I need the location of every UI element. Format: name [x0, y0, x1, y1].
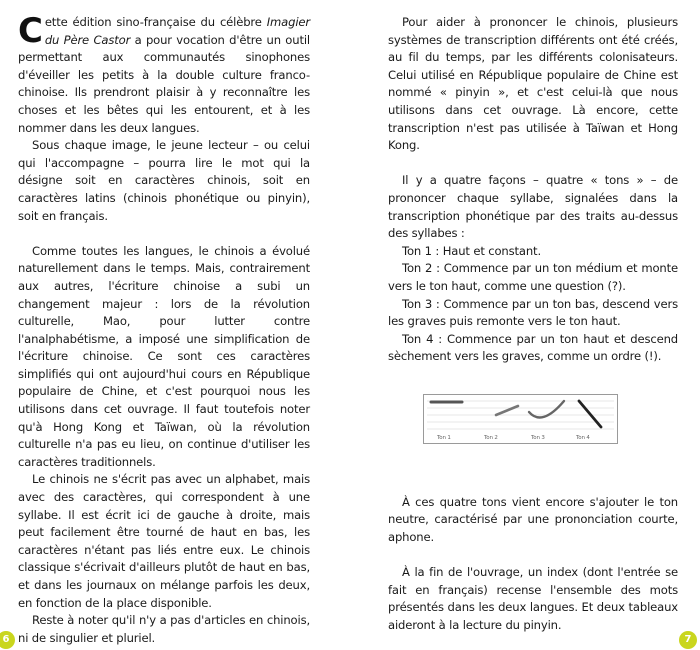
- paragraph: Le chinois ne s'écrit pas avec un alphabet, mais avec des caractères, qui correspondent à une syllabe. Il est écrit ici de gauche à droite, mais peut facilement être tourné de haut en bas, les caractères n'étant pas liés entre eux. Le chinois classique s'écrivait d'ailleurs plutôt de haut en bas, et dans les journaux on mélange parfois les deux, en fonction de la place disponible.: [18, 472, 310, 610]
- tone-1-label: Ton 1: [437, 434, 451, 441]
- tone-4-stroke: [579, 401, 601, 427]
- book-title: Imagier du Père Castor: [44, 15, 310, 47]
- paragraph: Pour aider à prononcer le chinois, plusieurs systèmes de transcription différents ont été créés, au fil du temps, par les différents colonisateurs. Celui utilisé en République populaire de Chine est nommé « pinyin », et c'est celui-là que nous utilisons dans cet ouvrage. Là encore, cette transcription n'est pas utilisée à Taïwan et Hong Kong.: [388, 15, 678, 153]
- tone-1-text: Ton 1 : Haut et constant.: [402, 243, 541, 258]
- intro-paragraph: Cette édition sino-française du célèbre Imagier du Père Castor a pour vocation d'être un outil permettant aux communautés sinophones d'éveiller les petits à la double culture franco-chinoise. Ils prendront plaisir à y reconnaître les choses et les bêtes qui les entourent, et à les nommer dans les deux langues.: [18, 11, 310, 135]
- right-page: [388, 14, 678, 635]
- paragraph: À ces quatre tons vient encore s'ajouter le ton neutre, caractérisé par une prononciation courte, aphone.: [388, 494, 678, 545]
- paragraph: Reste à noter qu'il n'y a pas d'articles en chinois, ni de singulier et pluriel.: [18, 613, 310, 645]
- tone-diagram: [423, 394, 618, 444]
- paragraph: Il y a quatre façons – quatre « tons » – de prononcer chaque syllabe, signalées dans la transcription phonétique par des traits au-dessus des syllabes :: [388, 173, 678, 241]
- paragraph: Sous chaque image, le jeune lecteur – ou celui qui l'accompagne – pourra lire le mot qui la désigne soit en caractères chinois, soit en caractères latins (chinois phonétique ou pinyin), soit en français.: [18, 138, 310, 223]
- tone-diagram-graphic: [424, 395, 617, 443]
- tone-3-label: Ton 3: [531, 434, 545, 441]
- tone-4-label: Ton 4: [576, 434, 590, 441]
- page-number-left: 6: [0, 631, 15, 649]
- tone-3-text: Ton 3 : Commence par un ton bas, descend vers les graves puis remonte vers le ton haut.: [388, 296, 678, 329]
- paragraph: Comme toutes les langues, le chinois a évolué naturellement dans le temps. Mais, contrairement aux autres, l'écriture chinoise a subi un changement majeur : lors de la révolution culturelle, Mao, pour lutter contre l'analphabétisme, a imposé une simplification de l'écriture chinoise. Ce sont ces caractères simplifiés qui ont aujourd'hui cours en République populaire de Chine, et c'est pourquoi nous les utilisons dans cet ouvrage. Il faut toutefois noter qu'à Hong Kong et Taïwan, où la révolution culturelle n'a pas eu lieu, on continue d'utiliser les caractères traditionnels.: [18, 243, 310, 469]
- tone-2-label: Ton 2: [484, 434, 498, 441]
- tone-2-text: Ton 2 : Commence par un ton médium et monte vers le ton haut, comme une question (?).: [388, 261, 678, 293]
- paragraph: À la fin de l'ouvrage, un index (dont l'entrée se fait en français) recense l'ensemble des mots présentés dans les deux langues. Et deux tableaux aideront à la lecture du pinyin.: [388, 565, 678, 633]
- left-page: [18, 11, 310, 647]
- drop-cap: C: [18, 11, 43, 51]
- page-number-right: 7: [679, 631, 697, 649]
- tone-4-text: Ton 4 : Commence par un ton haut et descend sèchement vers les graves, comme un ordre (!).: [388, 331, 678, 364]
- tone-2-stroke: [496, 406, 518, 415]
